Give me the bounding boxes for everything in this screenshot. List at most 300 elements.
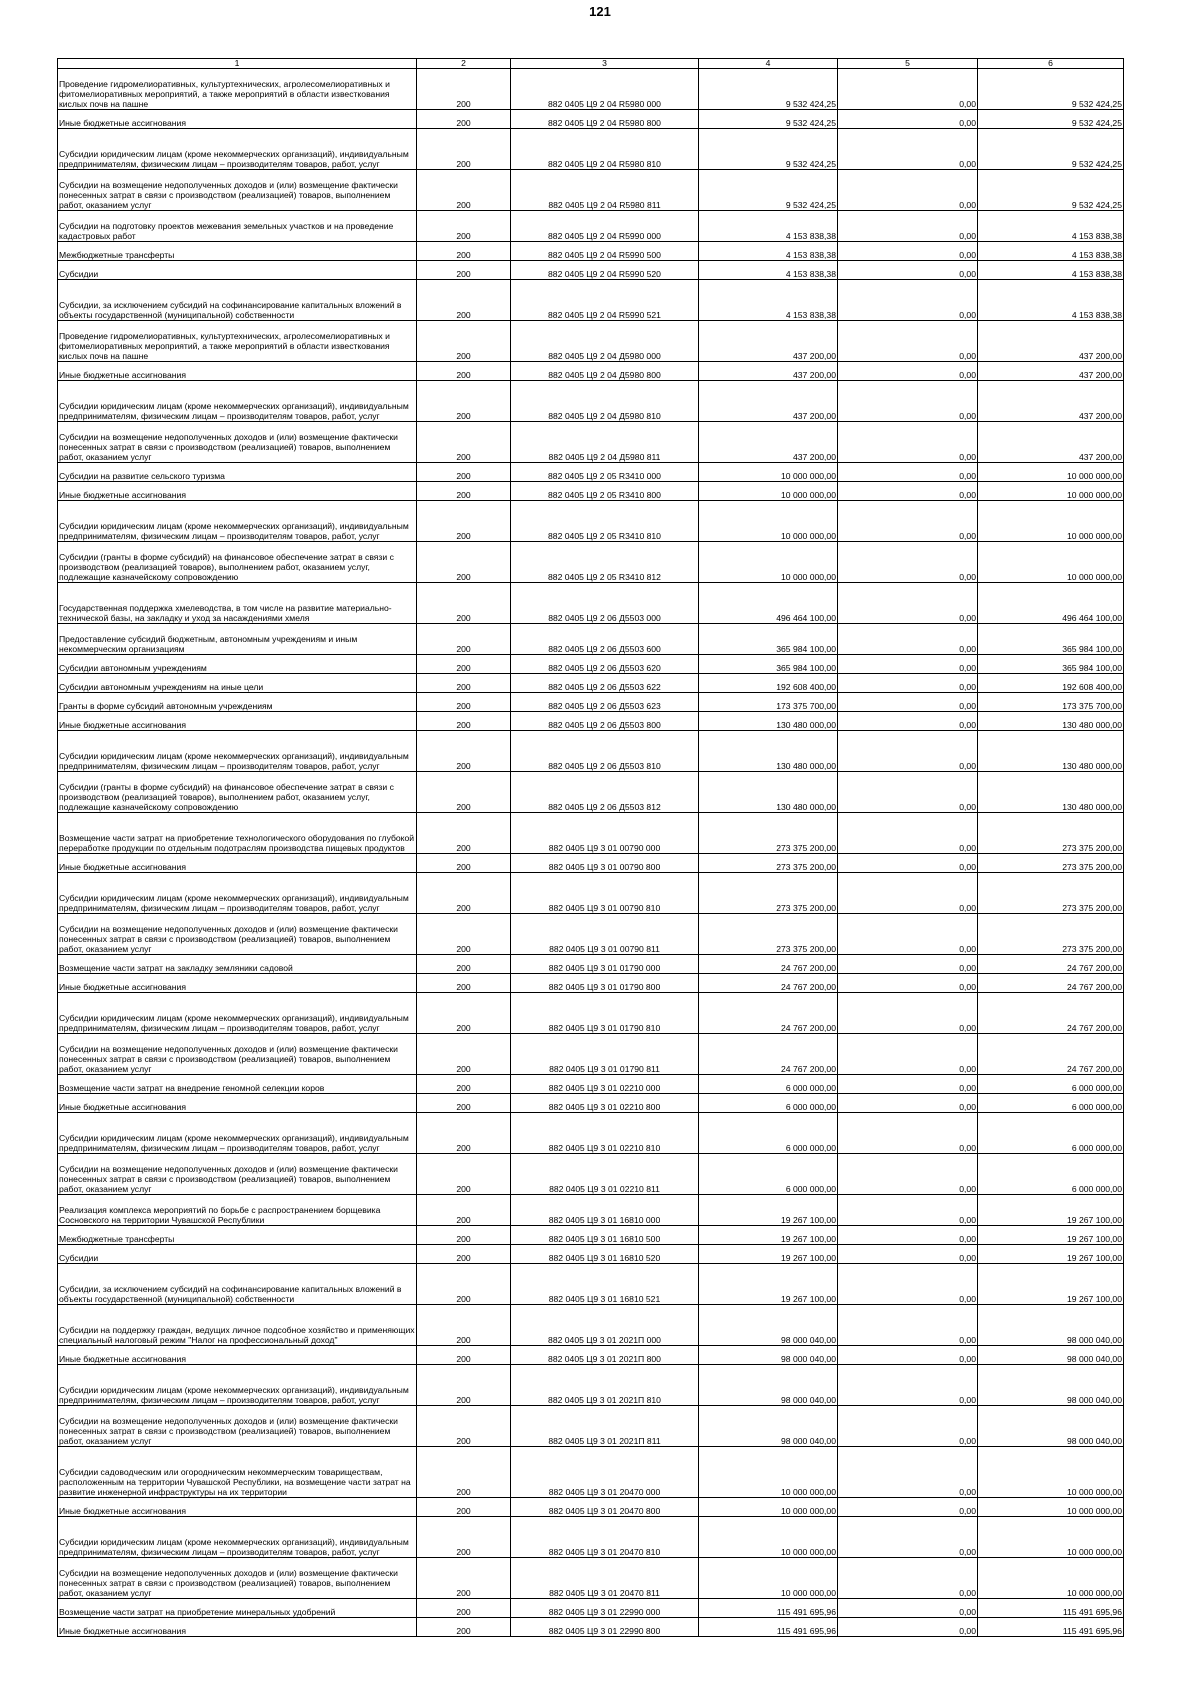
row-value-cell: 882 0405 Ц9 3 01 2021П 000 xyxy=(511,1305,699,1346)
row-value-cell: 882 0405 Ц9 2 05 R3410 800 xyxy=(511,482,699,501)
row-value-cell: 0,00 xyxy=(838,69,978,110)
header-row xyxy=(58,59,1124,69)
row-name-cell: Иные бюджетные ассигнования xyxy=(58,1346,417,1365)
table-row xyxy=(58,542,1124,583)
row-value-cell: 10 000 000,00 xyxy=(699,501,838,542)
table-row xyxy=(58,731,1124,772)
row-name-cell: Субсидии юридическим лицам (кроме некоммерческих организаций), индивидуальным предпринимателям, физическим лицам – производителям товаров, работ, услуг xyxy=(58,381,417,422)
row-name-cell: Субсидии автономным учреждениям на иные цели xyxy=(58,674,417,693)
row-value-cell: 200 xyxy=(417,993,511,1034)
row-value-cell: 24 767 200,00 xyxy=(699,993,838,1034)
row-value-cell: 0,00 xyxy=(838,772,978,813)
table-row xyxy=(58,974,1124,993)
table-row xyxy=(58,280,1124,321)
row-value-cell: 0,00 xyxy=(838,110,978,129)
row-value-cell: 4 153 838,38 xyxy=(699,261,838,280)
row-value-cell: 4 153 838,38 xyxy=(978,242,1124,261)
row-name-cell: Возмещение части затрат на приобретение технологического оборудования по глубокой переработке продукции по отдельным подотраслям производства пищевых продуктов xyxy=(58,813,417,854)
row-value-cell: 0,00 xyxy=(838,1498,978,1517)
row-name-cell: Субсидии на поддержку граждан, ведущих личное подсобное хозяйство и применяющих специальный налоговый режим "Налог на профессиональный доход" xyxy=(58,1305,417,1346)
table-row xyxy=(58,482,1124,501)
row-value-cell: 882 0405 Ц9 2 04 R5980 800 xyxy=(511,110,699,129)
row-value-cell: 200 xyxy=(417,813,511,854)
row-value-cell: 496 464 100,00 xyxy=(978,583,1124,624)
table-row xyxy=(58,1075,1124,1094)
row-value-cell: 200 xyxy=(417,1618,511,1637)
row-value-cell: 273 375 200,00 xyxy=(699,914,838,955)
row-name-cell: Субсидии автономным учреждениям xyxy=(58,655,417,674)
row-value-cell: 98 000 040,00 xyxy=(978,1346,1124,1365)
row-value-cell: 200 xyxy=(417,69,511,110)
row-name-cell: Субсидии юридическим лицам (кроме некоммерческих организаций), индивидуальным предпринимателям, физическим лицам – производителям товаров, работ, услуг xyxy=(58,873,417,914)
row-value-cell: 24 767 200,00 xyxy=(699,955,838,974)
table-row xyxy=(58,242,1124,261)
row-value-cell: 273 375 200,00 xyxy=(699,854,838,873)
row-value-cell: 200 xyxy=(417,381,511,422)
row-value-cell: 273 375 200,00 xyxy=(699,873,838,914)
row-value-cell: 0,00 xyxy=(838,280,978,321)
row-name-cell: Иные бюджетные ассигнования xyxy=(58,712,417,731)
row-value-cell: 4 153 838,38 xyxy=(978,211,1124,242)
row-name-cell: Субсидии на развитие сельского туризма xyxy=(58,463,417,482)
row-value-cell: 0,00 xyxy=(838,362,978,381)
row-name-cell: Субсидии xyxy=(58,1245,417,1264)
header-cell: 4 xyxy=(699,59,838,69)
row-value-cell: 0,00 xyxy=(838,955,978,974)
table-row xyxy=(58,1264,1124,1305)
row-name-cell: Субсидии на возмещение недополученных доходов и (или) возмещение фактически понесенных затрат в связи с производством (реализацией) товаров, выполнением работ, оказанием услуг xyxy=(58,1558,417,1599)
row-name-cell: Возмещение части затрат на приобретение минеральных удобрений xyxy=(58,1599,417,1618)
row-value-cell: 882 0405 Ц9 3 01 2021П 811 xyxy=(511,1406,699,1447)
row-value-cell: 882 0405 Ц9 2 04 R5990 500 xyxy=(511,242,699,261)
row-value-cell: 130 480 000,00 xyxy=(699,731,838,772)
row-name-cell: Субсидии юридическим лицам (кроме некоммерческих организаций), индивидуальным предпринимателям, физическим лицам – производителям товаров, работ, услуг xyxy=(58,501,417,542)
row-value-cell: 437 200,00 xyxy=(699,321,838,362)
row-value-cell: 10 000 000,00 xyxy=(699,1447,838,1498)
row-value-cell: 10 000 000,00 xyxy=(699,463,838,482)
row-value-cell: 0,00 xyxy=(838,624,978,655)
row-value-cell: 882 0405 Ц9 3 01 01790 800 xyxy=(511,974,699,993)
row-name-cell: Межбюджетные трансферты xyxy=(58,242,417,261)
row-value-cell: 130 480 000,00 xyxy=(978,772,1124,813)
row-value-cell: 24 767 200,00 xyxy=(978,955,1124,974)
row-value-cell: 200 xyxy=(417,170,511,211)
row-value-cell: 200 xyxy=(417,1346,511,1365)
row-value-cell: 273 375 200,00 xyxy=(978,914,1124,955)
row-value-cell: 192 608 400,00 xyxy=(978,674,1124,693)
row-value-cell: 200 xyxy=(417,1094,511,1113)
row-value-cell: 0,00 xyxy=(838,501,978,542)
row-value-cell: 365 984 100,00 xyxy=(978,655,1124,674)
row-value-cell: 0,00 xyxy=(838,321,978,362)
row-value-cell: 882 0405 Ц9 2 06 Д5503 800 xyxy=(511,712,699,731)
row-name-cell: Субсидии, за исключением субсидий на софинансирование капитальных вложений в объекты государственной (муниципальной) собственности xyxy=(58,1264,417,1305)
row-value-cell: 200 xyxy=(417,482,511,501)
row-value-cell: 0,00 xyxy=(838,813,978,854)
table-row xyxy=(58,1245,1124,1264)
table-row xyxy=(58,463,1124,482)
row-value-cell: 0,00 xyxy=(838,1618,978,1637)
row-name-cell: Субсидии юридическим лицам (кроме некоммерческих организаций), индивидуальным предпринимателям, физическим лицам – производителям товаров, работ, услуг xyxy=(58,1365,417,1406)
row-value-cell: 0,00 xyxy=(838,242,978,261)
table-row xyxy=(58,1226,1124,1245)
row-value-cell: 0,00 xyxy=(838,129,978,170)
row-value-cell: 115 491 695,96 xyxy=(978,1599,1124,1618)
row-value-cell: 130 480 000,00 xyxy=(978,712,1124,731)
row-value-cell: 200 xyxy=(417,242,511,261)
row-value-cell: 10 000 000,00 xyxy=(978,1517,1124,1558)
row-name-cell: Субсидии юридическим лицам (кроме некоммерческих организаций), индивидуальным предпринимателям, физическим лицам – производителям товаров, работ, услуг xyxy=(58,1113,417,1154)
row-value-cell: 0,00 xyxy=(838,1113,978,1154)
row-value-cell: 200 xyxy=(417,1365,511,1406)
row-value-cell: 200 xyxy=(417,873,511,914)
row-value-cell: 0,00 xyxy=(838,170,978,211)
row-value-cell: 0,00 xyxy=(838,542,978,583)
row-value-cell: 200 xyxy=(417,1498,511,1517)
row-value-cell: 882 0405 Ц9 3 01 00790 800 xyxy=(511,854,699,873)
table-row xyxy=(58,655,1124,674)
row-value-cell: 882 0405 Ц9 3 01 2021П 810 xyxy=(511,1365,699,1406)
row-value-cell: 0,00 xyxy=(838,1075,978,1094)
row-value-cell: 10 000 000,00 xyxy=(978,463,1124,482)
row-value-cell: 10 000 000,00 xyxy=(978,1447,1124,1498)
row-value-cell: 4 153 838,38 xyxy=(699,211,838,242)
row-value-cell: 882 0405 Ц9 2 06 Д5503 810 xyxy=(511,731,699,772)
table-row xyxy=(58,1498,1124,1517)
row-value-cell: 9 532 424,25 xyxy=(699,129,838,170)
row-value-cell: 882 0405 Ц9 2 04 R5990 521 xyxy=(511,280,699,321)
table-row xyxy=(58,624,1124,655)
row-value-cell: 0,00 xyxy=(838,731,978,772)
row-value-cell: 882 0405 Ц9 2 06 Д5503 600 xyxy=(511,624,699,655)
table-row xyxy=(58,1094,1124,1113)
row-value-cell: 0,00 xyxy=(838,873,978,914)
row-value-cell: 882 0405 Ц9 2 06 Д5503 623 xyxy=(511,693,699,712)
row-value-cell: 882 0405 Ц9 2 06 Д5503 620 xyxy=(511,655,699,674)
row-value-cell: 98 000 040,00 xyxy=(699,1406,838,1447)
row-value-cell: 882 0405 Ц9 3 01 02210 800 xyxy=(511,1094,699,1113)
row-value-cell: 115 491 695,96 xyxy=(699,1599,838,1618)
row-value-cell: 200 xyxy=(417,914,511,955)
row-value-cell: 0,00 xyxy=(838,1034,978,1075)
row-value-cell: 200 xyxy=(417,583,511,624)
table-row xyxy=(58,1558,1124,1599)
header-cell: 6 xyxy=(978,59,1124,69)
row-value-cell: 200 xyxy=(417,1245,511,1264)
table-row xyxy=(58,422,1124,463)
row-name-cell: Субсидии юридическим лицам (кроме некоммерческих организаций), индивидуальным предпринимателям, физическим лицам – производителям товаров, работ, услуг xyxy=(58,993,417,1034)
row-name-cell: Иные бюджетные ассигнования xyxy=(58,1618,417,1637)
row-value-cell: 0,00 xyxy=(838,381,978,422)
row-value-cell: 882 0405 Ц9 3 01 16810 520 xyxy=(511,1245,699,1264)
row-name-cell: Иные бюджетные ассигнования xyxy=(58,974,417,993)
row-name-cell: Иные бюджетные ассигнования xyxy=(58,482,417,501)
row-value-cell: 0,00 xyxy=(838,1245,978,1264)
row-value-cell: 0,00 xyxy=(838,1517,978,1558)
row-value-cell: 98 000 040,00 xyxy=(978,1365,1124,1406)
row-value-cell: 6 000 000,00 xyxy=(978,1075,1124,1094)
row-value-cell: 200 xyxy=(417,955,511,974)
row-value-cell: 10 000 000,00 xyxy=(978,1498,1124,1517)
row-value-cell: 496 464 100,00 xyxy=(699,583,838,624)
row-value-cell: 0,00 xyxy=(838,1305,978,1346)
row-value-cell: 200 xyxy=(417,1226,511,1245)
row-value-cell: 273 375 200,00 xyxy=(978,854,1124,873)
row-value-cell: 10 000 000,00 xyxy=(699,542,838,583)
row-name-cell: Гранты в форме субсидий автономным учреждениям xyxy=(58,693,417,712)
row-value-cell: 200 xyxy=(417,463,511,482)
row-name-cell: Иные бюджетные ассигнования xyxy=(58,1498,417,1517)
table-row xyxy=(58,1517,1124,1558)
row-value-cell: 19 267 100,00 xyxy=(699,1195,838,1226)
row-value-cell: 200 xyxy=(417,211,511,242)
table-row xyxy=(58,1406,1124,1447)
row-value-cell: 437 200,00 xyxy=(978,422,1124,463)
row-name-cell: Субсидии юридическим лицам (кроме некоммерческих организаций), индивидуальным предпринимателям, физическим лицам – производителям товаров, работ, услуг xyxy=(58,129,417,170)
row-value-cell: 19 267 100,00 xyxy=(978,1195,1124,1226)
row-name-cell: Иные бюджетные ассигнования xyxy=(58,362,417,381)
row-name-cell: Субсидии xyxy=(58,261,417,280)
row-value-cell: 0,00 xyxy=(838,1406,978,1447)
row-value-cell: 19 267 100,00 xyxy=(699,1245,838,1264)
row-value-cell: 0,00 xyxy=(838,1599,978,1618)
row-value-cell: 6 000 000,00 xyxy=(699,1094,838,1113)
row-value-cell: 0,00 xyxy=(838,854,978,873)
row-value-cell: 882 0405 Ц9 3 01 00790 000 xyxy=(511,813,699,854)
row-value-cell: 882 0405 Ц9 3 01 02210 000 xyxy=(511,1075,699,1094)
row-value-cell: 882 0405 Ц9 2 04 R5990 520 xyxy=(511,261,699,280)
row-value-cell: 273 375 200,00 xyxy=(978,873,1124,914)
row-name-cell: Проведение гидромелиоративных, культуртехнических, агролесомелиоративных и фитомелиоративных мероприятий, а также мероприятий в области известкования кислых почв на пашне xyxy=(58,69,417,110)
row-value-cell: 437 200,00 xyxy=(978,381,1124,422)
row-value-cell: 200 xyxy=(417,280,511,321)
row-value-cell: 200 xyxy=(417,261,511,280)
row-value-cell: 10 000 000,00 xyxy=(978,482,1124,501)
table-row xyxy=(58,1365,1124,1406)
row-value-cell: 882 0405 Ц9 2 06 Д5503 622 xyxy=(511,674,699,693)
row-value-cell: 437 200,00 xyxy=(978,362,1124,381)
row-value-cell: 437 200,00 xyxy=(978,321,1124,362)
row-value-cell: 0,00 xyxy=(838,463,978,482)
row-value-cell: 6 000 000,00 xyxy=(699,1075,838,1094)
row-value-cell: 98 000 040,00 xyxy=(699,1365,838,1406)
row-value-cell: 0,00 xyxy=(838,914,978,955)
row-name-cell: Проведение гидромелиоративных, культуртехнических, агролесомелиоративных и фитомелиоративных мероприятий, а также мероприятий в области известкования кислых почв на пашне xyxy=(58,321,417,362)
row-value-cell: 24 767 200,00 xyxy=(699,1034,838,1075)
table-row xyxy=(58,813,1124,854)
row-value-cell: 882 0405 Ц9 3 01 16810 500 xyxy=(511,1226,699,1245)
table-row xyxy=(58,772,1124,813)
row-value-cell: 200 xyxy=(417,110,511,129)
row-value-cell: 9 532 424,25 xyxy=(978,110,1124,129)
table-row xyxy=(58,211,1124,242)
row-value-cell: 192 608 400,00 xyxy=(699,674,838,693)
page-number: 121 xyxy=(589,4,611,19)
row-value-cell: 10 000 000,00 xyxy=(978,501,1124,542)
row-value-cell: 10 000 000,00 xyxy=(699,482,838,501)
row-value-cell: 0,00 xyxy=(838,1195,978,1226)
header-cell: 1 xyxy=(58,59,417,69)
row-name-cell: Возмещение части затрат на внедрение геномной селекции коров xyxy=(58,1075,417,1094)
row-value-cell: 0,00 xyxy=(838,1154,978,1195)
row-value-cell: 273 375 200,00 xyxy=(699,813,838,854)
row-value-cell: 882 0405 Ц9 2 04 Д5980 810 xyxy=(511,381,699,422)
row-value-cell: 200 xyxy=(417,1113,511,1154)
row-value-cell: 0,00 xyxy=(838,211,978,242)
table-row xyxy=(58,321,1124,362)
row-name-cell: Иные бюджетные ассигнования xyxy=(58,854,417,873)
row-value-cell: 0,00 xyxy=(838,712,978,731)
row-value-cell: 130 480 000,00 xyxy=(978,731,1124,772)
row-value-cell: 882 0405 Ц9 2 04 R5990 000 xyxy=(511,211,699,242)
row-value-cell: 0,00 xyxy=(838,1094,978,1113)
row-name-cell: Реализация комплекса мероприятий по борьбе с распространением борщевика Сосновского на территории Чувашской Республики xyxy=(58,1195,417,1226)
row-value-cell: 0,00 xyxy=(838,1346,978,1365)
row-value-cell: 437 200,00 xyxy=(699,381,838,422)
table-row xyxy=(58,261,1124,280)
row-value-cell: 882 0405 Ц9 3 01 20470 810 xyxy=(511,1517,699,1558)
row-name-cell: Субсидии на возмещение недополученных доходов и (или) возмещение фактически понесенных затрат в связи с производством (реализацией) товаров, выполнением работ, оказанием услуг xyxy=(58,1406,417,1447)
table-row xyxy=(58,955,1124,974)
row-value-cell: 0,00 xyxy=(838,1447,978,1498)
row-value-cell: 0,00 xyxy=(838,1558,978,1599)
row-value-cell: 10 000 000,00 xyxy=(699,1498,838,1517)
row-value-cell: 882 0405 Ц9 2 05 R3410 000 xyxy=(511,463,699,482)
row-value-cell: 200 xyxy=(417,501,511,542)
row-value-cell: 200 xyxy=(417,655,511,674)
row-value-cell: 9 532 424,25 xyxy=(978,170,1124,211)
row-value-cell: 9 532 424,25 xyxy=(978,129,1124,170)
row-value-cell: 437 200,00 xyxy=(699,422,838,463)
row-value-cell: 882 0405 Ц9 3 01 20470 800 xyxy=(511,1498,699,1517)
row-value-cell: 19 267 100,00 xyxy=(978,1264,1124,1305)
row-value-cell: 200 xyxy=(417,1195,511,1226)
row-value-cell: 4 153 838,38 xyxy=(699,242,838,261)
row-value-cell: 9 532 424,25 xyxy=(699,69,838,110)
table-row xyxy=(58,1618,1124,1637)
row-name-cell: Межбюджетные трансферты xyxy=(58,1226,417,1245)
row-value-cell: 0,00 xyxy=(838,693,978,712)
row-value-cell: 882 0405 Ц9 3 01 00790 811 xyxy=(511,914,699,955)
row-value-cell: 882 0405 Ц9 3 01 16810 000 xyxy=(511,1195,699,1226)
row-value-cell: 882 0405 Ц9 3 01 02210 811 xyxy=(511,1154,699,1195)
row-value-cell: 4 153 838,38 xyxy=(978,261,1124,280)
row-value-cell: 882 0405 Ц9 2 04 Д5980 000 xyxy=(511,321,699,362)
row-value-cell: 6 000 000,00 xyxy=(978,1154,1124,1195)
row-value-cell: 882 0405 Ц9 3 01 01790 810 xyxy=(511,993,699,1034)
row-value-cell: 200 xyxy=(417,712,511,731)
row-value-cell: 882 0405 Ц9 2 04 R5980 810 xyxy=(511,129,699,170)
row-value-cell: 200 xyxy=(417,1264,511,1305)
row-value-cell: 24 767 200,00 xyxy=(699,974,838,993)
table-row xyxy=(58,1305,1124,1346)
row-value-cell: 882 0405 Ц9 2 04 R5980 000 xyxy=(511,69,699,110)
header-cell: 5 xyxy=(838,59,978,69)
row-value-cell: 19 267 100,00 xyxy=(699,1226,838,1245)
row-value-cell: 200 xyxy=(417,542,511,583)
row-name-cell: Субсидии юридическим лицам (кроме некоммерческих организаций), индивидуальным предпринимателям, физическим лицам – производителям товаров, работ, услуг xyxy=(58,1517,417,1558)
row-value-cell: 882 0405 Ц9 2 04 R5980 811 xyxy=(511,170,699,211)
row-value-cell: 200 xyxy=(417,321,511,362)
row-name-cell: Субсидии на возмещение недополученных доходов и (или) возмещение фактически понесенных затрат в связи с производством (реализацией) товаров, выполнением работ, оказанием услуг xyxy=(58,1034,417,1075)
row-value-cell: 882 0405 Ц9 3 01 01790 811 xyxy=(511,1034,699,1075)
row-value-cell: 882 0405 Ц9 3 01 20470 811 xyxy=(511,1558,699,1599)
row-value-cell: 437 200,00 xyxy=(699,362,838,381)
row-name-cell: Субсидии на возмещение недополученных доходов и (или) возмещение фактически понесенных затрат в связи с производством (реализацией) товаров, выполнением работ, оказанием услуг xyxy=(58,914,417,955)
row-value-cell: 10 000 000,00 xyxy=(699,1517,838,1558)
table-row xyxy=(58,110,1124,129)
row-name-cell: Субсидии (гранты в форме субсидий) на финансовое обеспечение затрат в связи с производством (реализацией товаров), выполнением работ, оказанием услуг, подлежащие казначейскому сопровождению xyxy=(58,542,417,583)
table-row xyxy=(58,1346,1124,1365)
row-value-cell: 200 xyxy=(417,422,511,463)
row-value-cell: 4 153 838,38 xyxy=(699,280,838,321)
row-value-cell: 200 xyxy=(417,1599,511,1618)
row-name-cell: Субсидии, за исключением субсидий на софинансирование капитальных вложений в объекты государственной (муниципальной) собственности xyxy=(58,280,417,321)
row-value-cell: 6 000 000,00 xyxy=(978,1113,1124,1154)
row-value-cell: 9 532 424,25 xyxy=(978,69,1124,110)
row-value-cell: 882 0405 Ц9 3 01 00790 810 xyxy=(511,873,699,914)
table-row xyxy=(58,712,1124,731)
row-value-cell: 4 153 838,38 xyxy=(978,280,1124,321)
row-value-cell: 200 xyxy=(417,1517,511,1558)
row-value-cell: 0,00 xyxy=(838,674,978,693)
row-value-cell: 130 480 000,00 xyxy=(699,772,838,813)
row-value-cell: 882 0405 Ц9 3 01 22990 000 xyxy=(511,1599,699,1618)
table-row xyxy=(58,674,1124,693)
row-value-cell: 98 000 040,00 xyxy=(978,1406,1124,1447)
row-value-cell: 882 0405 Ц9 3 01 22990 800 xyxy=(511,1618,699,1637)
row-value-cell: 882 0405 Ц9 2 05 R3410 812 xyxy=(511,542,699,583)
table-row xyxy=(58,69,1124,110)
row-value-cell: 6 000 000,00 xyxy=(699,1154,838,1195)
row-value-cell: 200 xyxy=(417,362,511,381)
row-value-cell: 98 000 040,00 xyxy=(699,1346,838,1365)
row-value-cell: 273 375 200,00 xyxy=(978,813,1124,854)
row-value-cell: 10 000 000,00 xyxy=(978,1558,1124,1599)
row-value-cell: 0,00 xyxy=(838,1264,978,1305)
row-value-cell: 882 0405 Ц9 3 01 01790 000 xyxy=(511,955,699,974)
row-name-cell: Субсидии садоводческим или огородническим некоммерческим товариществам, расположенным на территории Чувашской Республики, на возмещение части затрат на развитие инженерной инфраструктуры на их территории xyxy=(58,1447,417,1498)
row-name-cell: Субсидии на возмещение недополученных доходов и (или) возмещение фактически понесенных затрат в связи с производством (реализацией) товаров, выполнением работ, оказанием услуг xyxy=(58,170,417,211)
row-value-cell: 200 xyxy=(417,1075,511,1094)
row-value-cell: 200 xyxy=(417,1406,511,1447)
row-value-cell: 200 xyxy=(417,1305,511,1346)
row-value-cell: 200 xyxy=(417,129,511,170)
row-value-cell: 10 000 000,00 xyxy=(978,542,1124,583)
row-value-cell: 9 532 424,25 xyxy=(699,110,838,129)
row-value-cell: 98 000 040,00 xyxy=(699,1305,838,1346)
row-value-cell: 882 0405 Ц9 2 04 Д5980 800 xyxy=(511,362,699,381)
row-name-cell: Субсидии на возмещение недополученных доходов и (или) возмещение фактически понесенных затрат в связи с производством (реализацией) товаров, выполнением работ, оказанием услуг xyxy=(58,1154,417,1195)
row-value-cell: 0,00 xyxy=(838,974,978,993)
row-value-cell: 24 767 200,00 xyxy=(978,1034,1124,1075)
row-value-cell: 173 375 700,00 xyxy=(978,693,1124,712)
table-row xyxy=(58,583,1124,624)
table-row xyxy=(58,914,1124,955)
table-row xyxy=(58,1154,1124,1195)
row-value-cell: 365 984 100,00 xyxy=(699,655,838,674)
table-row xyxy=(58,854,1124,873)
row-name-cell: Субсидии на возмещение недополученных доходов и (или) возмещение фактически понесенных затрат в связи с производством (реализацией) товаров, выполнением работ, оказанием услуг xyxy=(58,422,417,463)
row-name-cell: Субсидии на подготовку проектов межевания земельных участков и на проведение кадастровых работ xyxy=(58,211,417,242)
table-row xyxy=(58,1113,1124,1154)
row-value-cell: 24 767 200,00 xyxy=(978,974,1124,993)
row-value-cell: 200 xyxy=(417,1034,511,1075)
row-value-cell: 882 0405 Ц9 2 04 Д5980 811 xyxy=(511,422,699,463)
row-value-cell: 6 000 000,00 xyxy=(978,1094,1124,1113)
row-value-cell: 200 xyxy=(417,1447,511,1498)
row-value-cell: 98 000 040,00 xyxy=(978,1305,1124,1346)
